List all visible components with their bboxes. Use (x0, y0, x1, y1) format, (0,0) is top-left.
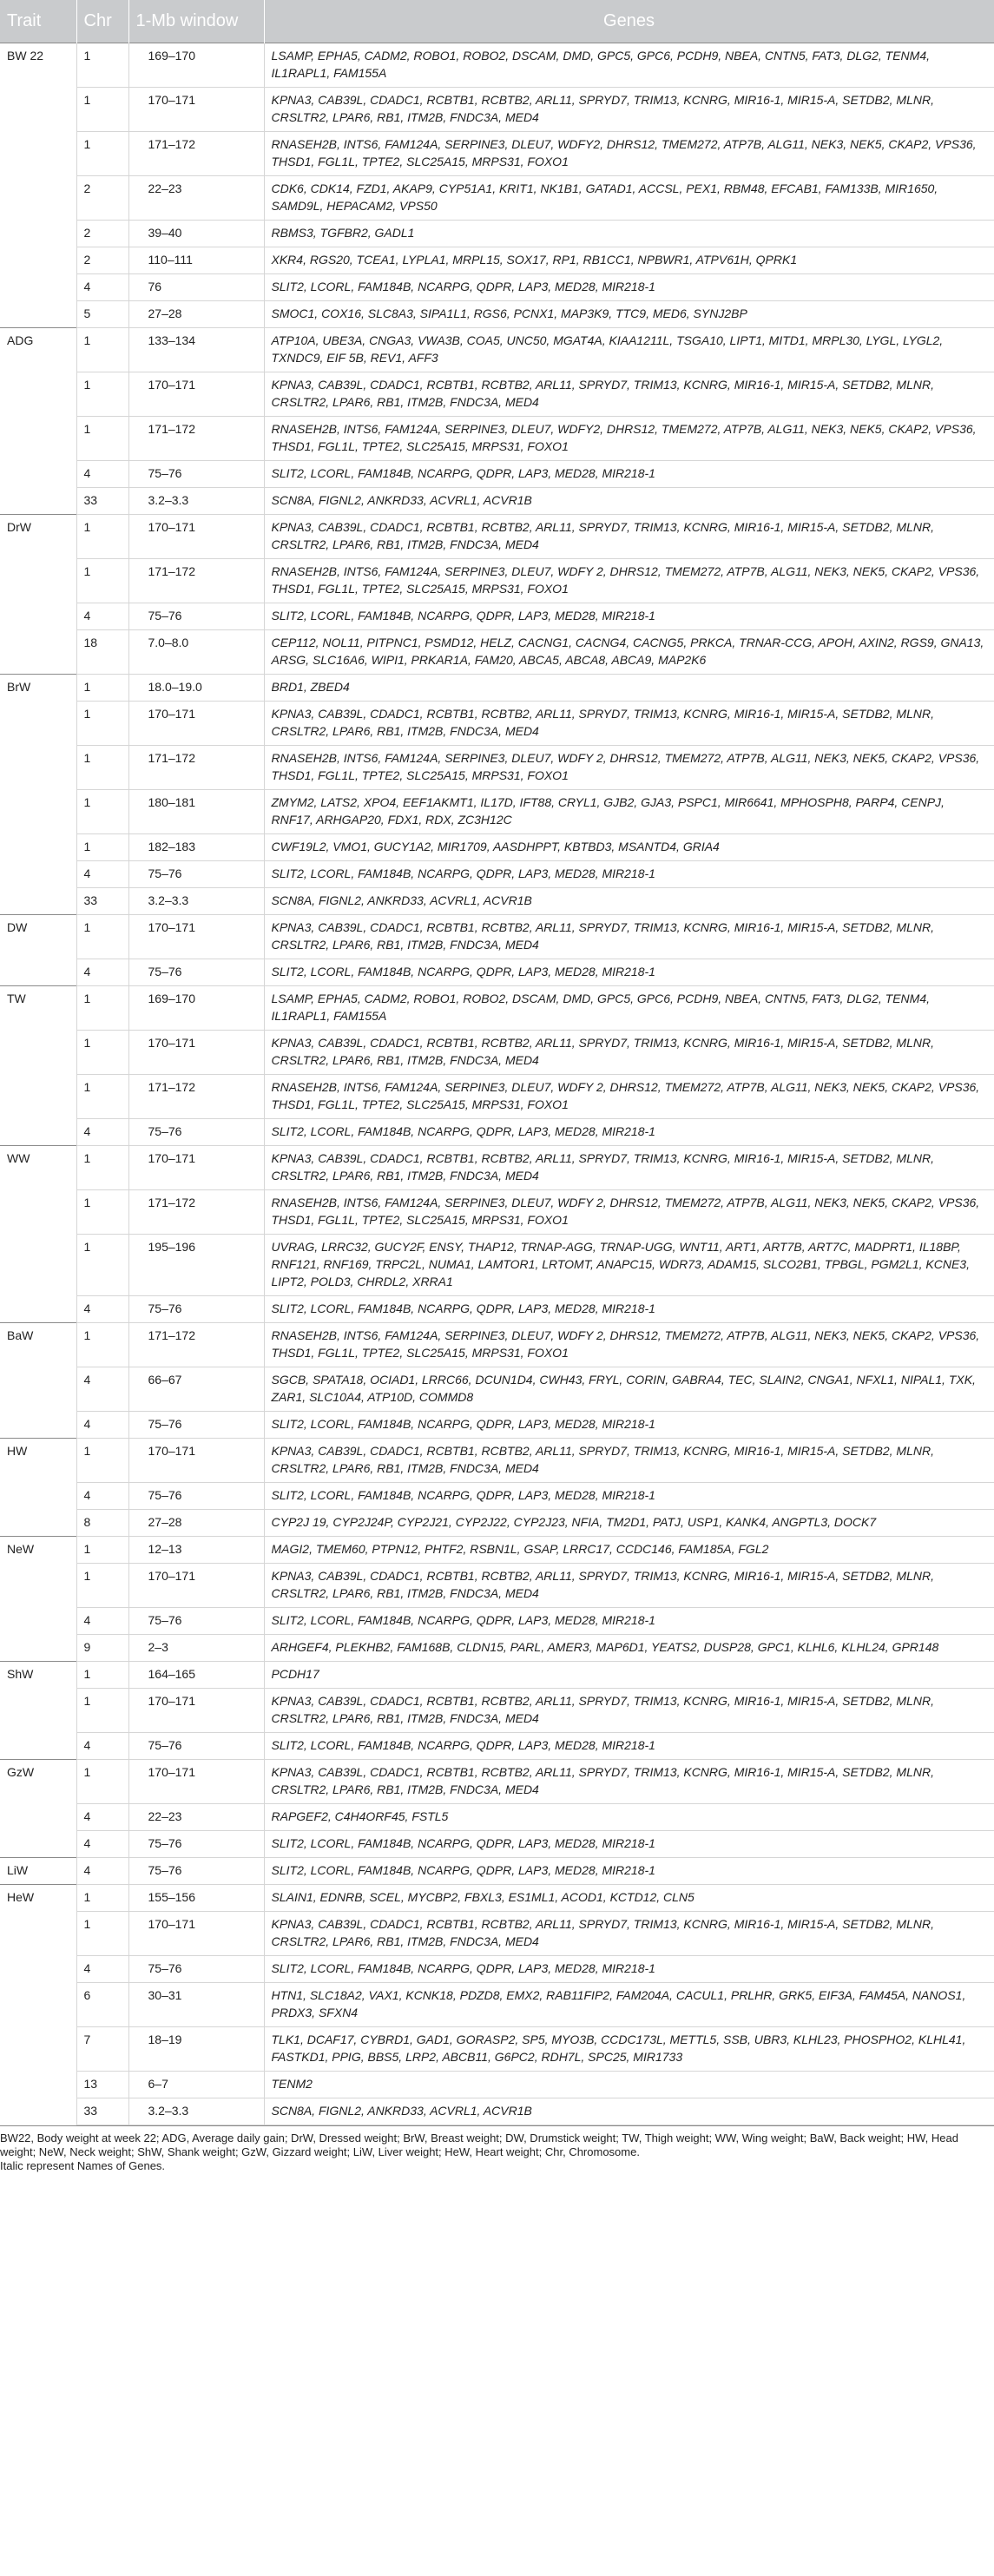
genes-cell: RBMS3, TGFBR2, GADL1 (264, 221, 994, 247)
chr-cell: 4 (76, 274, 128, 301)
table-row (0, 746, 994, 790)
genes-cell: SLIT2, LCORL, FAM184B, NCARPG, QDPR, LAP3, MED28, MIR218-1 (264, 461, 994, 488)
chr-cell: 1 (76, 1031, 128, 1075)
chr-cell: 4 (76, 1483, 128, 1510)
genes-cell: KPNA3, CAB39L, CDADC1, RCBTB1, RCBTB2, ARL11, SPRYD7, TRIM13, KCNRG, MIR16-1, MIR15-A, SETDB2, MLNR, CRSLTR2, LPAR6, RB1, ITM2B, FNDC3A, MED4 (264, 1564, 994, 1608)
chr-cell: 4 (76, 1367, 128, 1412)
genes-cell: TENM2 (264, 2072, 994, 2098)
window-cell: 75–76 (128, 1119, 264, 1146)
window-cell: 3.2–3.3 (128, 888, 264, 915)
genes-cell: KPNA3, CAB39L, CDADC1, RCBTB1, RCBTB2, ARL11, SPRYD7, TRIM13, KCNRG, MIR16-1, MIR15-A, SETDB2, MLNR, CRSLTR2, LPAR6, RB1, ITM2B, FNDC3A, MED4 (264, 515, 994, 559)
chr-cell: 2 (76, 176, 128, 221)
table-row (0, 515, 994, 559)
table-row (0, 1956, 994, 1983)
table-row (0, 1296, 994, 1323)
chr-cell: 1 (76, 43, 128, 88)
window-cell: 75–76 (128, 959, 264, 986)
window-cell: 170–171 (128, 1912, 264, 1956)
trait-cell: WW (0, 1146, 76, 1323)
genes-cell: MAGI2, TMEM60, PTPN12, PHTF2, RSBN1L, GSAP, LRRC17, CCDC146, FAM185A, FGL2 (264, 1537, 994, 1564)
chr-cell: 1 (76, 746, 128, 790)
window-cell: 75–76 (128, 861, 264, 888)
table-row (0, 1031, 994, 1075)
table-row (0, 247, 994, 274)
chr-cell: 1 (76, 702, 128, 746)
chr-cell: 1 (76, 559, 128, 603)
table-row (0, 1733, 994, 1760)
trait-cell: BW 22 (0, 43, 76, 328)
chr-cell: 1 (76, 88, 128, 132)
window-cell: 75–76 (128, 1733, 264, 1760)
trait-cell: DW (0, 915, 76, 986)
window-cell: 75–76 (128, 1956, 264, 1983)
window-cell: 7.0–8.0 (128, 630, 264, 675)
trait-cell: TW (0, 986, 76, 1146)
genes-cell: SLIT2, LCORL, FAM184B, NCARPG, QDPR, LAP3, MED28, MIR218-1 (264, 1858, 994, 1885)
table-row (0, 1983, 994, 2027)
window-cell: 27–28 (128, 301, 264, 328)
table-row (0, 675, 994, 702)
genes-cell: SLIT2, LCORL, FAM184B, NCARPG, QDPR, LAP3, MED28, MIR218-1 (264, 861, 994, 888)
window-cell: 169–170 (128, 43, 264, 88)
table-row (0, 1412, 994, 1439)
genes-cell: SLIT2, LCORL, FAM184B, NCARPG, QDPR, LAP3, MED28, MIR218-1 (264, 274, 994, 301)
trait-cell: ADG (0, 328, 76, 515)
table-row (0, 88, 994, 132)
window-cell: 170–171 (128, 1031, 264, 1075)
chr-cell: 1 (76, 986, 128, 1031)
table-row (0, 1662, 994, 1689)
window-cell: 195–196 (128, 1235, 264, 1296)
chr-cell: 33 (76, 888, 128, 915)
window-cell: 170–171 (128, 515, 264, 559)
window-cell: 12–13 (128, 1537, 264, 1564)
table-row (0, 790, 994, 834)
chr-cell: 5 (76, 301, 128, 328)
table-row (0, 1608, 994, 1635)
trait-cell: BaW (0, 1323, 76, 1439)
genes-cell: KPNA3, CAB39L, CDADC1, RCBTB1, RCBTB2, ARL11, SPRYD7, TRIM13, KCNRG, MIR16-1, MIR15-A, SETDB2, MLNR, CRSLTR2, LPAR6, RB1, ITM2B, FNDC3A, MED4 (264, 372, 994, 417)
chr-cell: 1 (76, 328, 128, 372)
table-row (0, 986, 994, 1031)
chr-cell: 4 (76, 1831, 128, 1858)
table-row (0, 603, 994, 630)
window-cell: 171–172 (128, 1190, 264, 1235)
genes-cell: KPNA3, CAB39L, CDADC1, RCBTB1, RCBTB2, ARL11, SPRYD7, TRIM13, KCNRG, MIR16-1, MIR15-A, SETDB2, MLNR, CRSLTR2, LPAR6, RB1, ITM2B, FNDC3A, MED4 (264, 702, 994, 746)
genes-cell: SCN8A, FIGNL2, ANKRD33, ACVRL1, ACVR1B (264, 488, 994, 515)
chr-cell: 9 (76, 1635, 128, 1662)
chr-cell: 1 (76, 1537, 128, 1564)
trait-cell: HW (0, 1439, 76, 1537)
window-cell: 39–40 (128, 221, 264, 247)
genes-cell: BRD1, ZBED4 (264, 675, 994, 702)
table-row (0, 488, 994, 515)
chr-cell: 1 (76, 915, 128, 959)
window-cell: 170–171 (128, 702, 264, 746)
window-cell: 170–171 (128, 372, 264, 417)
window-cell: 171–172 (128, 1075, 264, 1119)
genes-cell: RNASEH2B, INTS6, FAM124A, SERPINE3, DLEU7, WDFY2, DHRS12, TMEM272, ATP7B, ALG11, NEK3, NEK5, CKAP2, VPS36, THSD1, FGL1L, TPTE2, SLC25A15, MRPS31, FOXO1 (264, 132, 994, 176)
table-row (0, 132, 994, 176)
table-row (0, 1439, 994, 1483)
window-cell: 170–171 (128, 1564, 264, 1608)
window-cell: 75–76 (128, 1608, 264, 1635)
chr-cell: 4 (76, 1412, 128, 1439)
header-chr: Chr (76, 0, 128, 43)
window-cell: 170–171 (128, 915, 264, 959)
footnote-abbreviations: BW22, Body weight at week 22; ADG, Average daily gain; DrW, Dressed weight; BrW, Breast weight; DW, Drumstick weight; TW, Thigh weight; WW, Wing weight; BaW, Back weight; HW, Head weight; NeW, Neck weight; ShW, Shank weight; GzW, Gizzard weight; LiW, Liver weight; HeW, Heart weight; Chr, Chromosome. (0, 2131, 958, 2158)
table-row (0, 702, 994, 746)
window-cell: 170–171 (128, 1146, 264, 1190)
window-cell: 171–172 (128, 132, 264, 176)
window-cell: 22–23 (128, 1804, 264, 1831)
chr-cell: 1 (76, 1323, 128, 1367)
table-row (0, 861, 994, 888)
genes-cell: SLIT2, LCORL, FAM184B, NCARPG, QDPR, LAP3, MED28, MIR218-1 (264, 1733, 994, 1760)
table-row (0, 1912, 994, 1956)
window-cell: 182–183 (128, 834, 264, 861)
genes-cell: RNASEH2B, INTS6, FAM124A, SERPINE3, DLEU7, WDFY 2, DHRS12, TMEM272, ATP7B, ALG11, NEK3, NEK5, CKAP2, VPS36, THSD1, FGL1L, TPTE2, SLC25A15, MRPS31, FOXO1 (264, 559, 994, 603)
chr-cell: 1 (76, 790, 128, 834)
table-row (0, 2098, 994, 2125)
genes-cell: SLIT2, LCORL, FAM184B, NCARPG, QDPR, LAP3, MED28, MIR218-1 (264, 959, 994, 986)
chr-cell: 4 (76, 861, 128, 888)
window-cell: 66–67 (128, 1367, 264, 1412)
window-cell: 75–76 (128, 461, 264, 488)
table-row (0, 1510, 994, 1537)
table-row (0, 1858, 994, 1885)
genes-cell: KPNA3, CAB39L, CDADC1, RCBTB1, RCBTB2, ARL11, SPRYD7, TRIM13, KCNRG, MIR16-1, MIR15-A, SETDB2, MLNR, CRSLTR2, LPAR6, RB1, ITM2B, FNDC3A, MED4 (264, 1912, 994, 1956)
genes-cell: KPNA3, CAB39L, CDADC1, RCBTB1, RCBTB2, ARL11, SPRYD7, TRIM13, KCNRG, MIR16-1, MIR15-A, SETDB2, MLNR, CRSLTR2, LPAR6, RB1, ITM2B, FNDC3A, MED4 (264, 1689, 994, 1733)
genes-cell: SLIT2, LCORL, FAM184B, NCARPG, QDPR, LAP3, MED28, MIR218-1 (264, 1608, 994, 1635)
chr-cell: 6 (76, 1983, 128, 2027)
chr-cell: 13 (76, 2072, 128, 2098)
chr-cell: 1 (76, 1146, 128, 1190)
chr-cell: 1 (76, 1190, 128, 1235)
genes-cell: ZMYM2, LATS2, XPO4, EEF1AKMT1, IL17D, IFT88, CRYL1, GJB2, GJA3, PSPC1, MIR6641, MPHOSPH8, PARP4, CENPJ, RNF17, ARHGAP20, FDX1, RDX, ZC3H12C (264, 790, 994, 834)
window-cell: 30–31 (128, 1983, 264, 2027)
chr-cell: 4 (76, 959, 128, 986)
chr-cell: 1 (76, 1235, 128, 1296)
header-trait: Trait (0, 0, 76, 43)
window-cell: 18–19 (128, 2027, 264, 2072)
chr-cell: 1 (76, 834, 128, 861)
genes-cell: CWF19L2, VMO1, GUCY1A2, MIR1709, AASDHPPT, KBTBD3, MSANTD4, GRIA4 (264, 834, 994, 861)
window-cell: 171–172 (128, 1323, 264, 1367)
chr-cell: 4 (76, 1804, 128, 1831)
table-row (0, 372, 994, 417)
table-row (0, 1537, 994, 1564)
window-cell: 75–76 (128, 1412, 264, 1439)
table-row (0, 959, 994, 986)
genes-cell: PCDH17 (264, 1662, 994, 1689)
chr-cell: 18 (76, 630, 128, 675)
window-cell: 171–172 (128, 559, 264, 603)
trait-cell: LiW (0, 1858, 76, 1885)
window-cell: 2–3 (128, 1635, 264, 1662)
table-row (0, 1367, 994, 1412)
table-row (0, 1689, 994, 1733)
genes-cell: KPNA3, CAB39L, CDADC1, RCBTB1, RCBTB2, ARL11, SPRYD7, TRIM13, KCNRG, MIR16-1, MIR15-A, SETDB2, MLNR, CRSLTR2, LPAR6, RB1, ITM2B, FNDC3A, MED4 (264, 1031, 994, 1075)
chr-cell: 1 (76, 372, 128, 417)
chr-cell: 8 (76, 1510, 128, 1537)
window-cell: 75–76 (128, 1296, 264, 1323)
chr-cell: 1 (76, 1689, 128, 1733)
chr-cell: 4 (76, 461, 128, 488)
genes-cell: RNASEH2B, INTS6, FAM124A, SERPINE3, DLEU7, WDFY 2, DHRS12, TMEM272, ATP7B, ALG11, NEK3, NEK5, CKAP2, VPS36, THSD1, FGL1L, TPTE2, SLC25A15, MRPS31, FOXO1 (264, 1190, 994, 1235)
trait-cell: ShW (0, 1662, 76, 1760)
table-row (0, 1635, 994, 1662)
table-row (0, 1075, 994, 1119)
trait-cell: DrW (0, 515, 76, 675)
window-cell: 6–7 (128, 2072, 264, 2098)
genes-cell: SLIT2, LCORL, FAM184B, NCARPG, QDPR, LAP3, MED28, MIR218-1 (264, 1831, 994, 1858)
genes-cell: SLIT2, LCORL, FAM184B, NCARPG, QDPR, LAP3, MED28, MIR218-1 (264, 603, 994, 630)
table-row (0, 1323, 994, 1367)
window-cell: 155–156 (128, 1885, 264, 1912)
window-cell: 170–171 (128, 88, 264, 132)
window-cell: 170–171 (128, 1439, 264, 1483)
chr-cell: 4 (76, 1608, 128, 1635)
chr-cell: 33 (76, 488, 128, 515)
chr-cell: 1 (76, 1760, 128, 1804)
chr-cell: 4 (76, 1119, 128, 1146)
chr-cell: 1 (76, 1564, 128, 1608)
genes-cell: SGCB, SPATA18, OCIAD1, LRRC66, DCUN1D4, CWH43, FRYL, CORIN, GABRA4, TEC, SLAIN2, CNGA1, NFXL1, NIPAL1, TXK, ZAR1, SLC10A4, ATP10D, COMMD8 (264, 1367, 994, 1412)
chr-cell: 1 (76, 515, 128, 559)
chr-cell: 4 (76, 1956, 128, 1983)
table-footnotes (0, 2125, 994, 2173)
window-cell: 133–134 (128, 328, 264, 372)
chr-cell: 4 (76, 1858, 128, 1885)
genes-cell: SLIT2, LCORL, FAM184B, NCARPG, QDPR, LAP3, MED28, MIR218-1 (264, 1119, 994, 1146)
window-cell: 18.0–19.0 (128, 675, 264, 702)
window-cell: 75–76 (128, 1858, 264, 1885)
table-row (0, 1831, 994, 1858)
genes-cell: ARHGEF4, PLEKHB2, FAM168B, CLDN15, PARL, AMER3, MAP6D1, YEATS2, DUSP28, GPC1, KLHL6, KLHL24, GPR148 (264, 1635, 994, 1662)
trait-cell: NeW (0, 1537, 76, 1662)
chr-cell: 4 (76, 603, 128, 630)
genes-cell: SLIT2, LCORL, FAM184B, NCARPG, QDPR, LAP3, MED28, MIR218-1 (264, 1956, 994, 1983)
genes-cell: KPNA3, CAB39L, CDADC1, RCBTB1, RCBTB2, ARL11, SPRYD7, TRIM13, KCNRG, MIR16-1, MIR15-A, SETDB2, MLNR, CRSLTR2, LPAR6, RB1, ITM2B, FNDC3A, MED4 (264, 1760, 994, 1804)
table-row (0, 461, 994, 488)
window-cell: 171–172 (128, 417, 264, 461)
genes-cell: ATP10A, UBE3A, CNGA3, VWA3B, COA5, UNC50, MGAT4A, KIAA1211L, TSGA10, LIPT1, MITD1, MRPL30, LYGL, LYGL2, TXNDC9, EIF 5B, REV1, AFF3 (264, 328, 994, 372)
genes-cell: SLIT2, LCORL, FAM184B, NCARPG, QDPR, LAP3, MED28, MIR218-1 (264, 1483, 994, 1510)
genes-cell: CDK6, CDK14, FZD1, AKAP9, CYP51A1, KRIT1, NK1B1, GATAD1, ACCSL, PEX1, RBM48, EFCAB1, FAM133B, MIR1650, SAMD9L, HEPACAM2, VPS50 (264, 176, 994, 221)
genes-cell: SMOC1, COX16, SLC8A3, SIPA1L1, RGS6, PCNX1, MAP3K9, TTC9, MED6, SYNJ2BP (264, 301, 994, 328)
table-row (0, 1885, 994, 1912)
chr-cell: 1 (76, 1439, 128, 1483)
window-cell: 164–165 (128, 1662, 264, 1689)
genes-cell: SLIT2, LCORL, FAM184B, NCARPG, QDPR, LAP3, MED28, MIR218-1 (264, 1296, 994, 1323)
table-row (0, 328, 994, 372)
window-cell: 3.2–3.3 (128, 488, 264, 515)
table-row (0, 176, 994, 221)
window-cell: 170–171 (128, 1760, 264, 1804)
genes-cell: LSAMP, EPHA5, CADM2, ROBO1, ROBO2, DSCAM, DMD, GPC5, GPC6, PCDH9, NBEA, CNTN5, FAT3, DLG2, TENM4, IL1RAPL1, FAM155A (264, 986, 994, 1031)
table-row (0, 888, 994, 915)
table-row (0, 630, 994, 675)
table-row (0, 221, 994, 247)
table-row (0, 1760, 994, 1804)
table-row (0, 1190, 994, 1235)
genes-cell: RNASEH2B, INTS6, FAM124A, SERPINE3, DLEU7, WDFY 2, DHRS12, TMEM272, ATP7B, ALG11, NEK3, NEK5, CKAP2, VPS36, THSD1, FGL1L, TPTE2, SLC25A15, MRPS31, FOXO1 (264, 1323, 994, 1367)
table-row (0, 274, 994, 301)
chr-cell: 4 (76, 1296, 128, 1323)
window-cell: 75–76 (128, 603, 264, 630)
trait-cell: GzW (0, 1760, 76, 1858)
table-row (0, 1146, 994, 1190)
window-cell: 3.2–3.3 (128, 2098, 264, 2125)
genes-cell: RNASEH2B, INTS6, FAM124A, SERPINE3, DLEU7, WDFY2, DHRS12, TMEM272, ATP7B, ALG11, NEK3, NEK5, CKAP2, VPS36, THSD1, FGL1L, TPTE2, SLC25A15, MRPS31, FOXO1 (264, 417, 994, 461)
genes-cell: KPNA3, CAB39L, CDADC1, RCBTB1, RCBTB2, ARL11, SPRYD7, TRIM13, KCNRG, MIR16-1, MIR15-A, SETDB2, MLNR, CRSLTR2, LPAR6, RB1, ITM2B, FNDC3A, MED4 (264, 915, 994, 959)
chr-cell: 2 (76, 221, 128, 247)
table-row (0, 2027, 994, 2072)
header-genes: Genes (264, 0, 994, 43)
footnote-italic-note: Italic represent Names of Genes. (0, 2159, 166, 2172)
genes-cell: XKR4, RGS20, TCEA1, LYPLA1, MRPL15, SOX17, RP1, RB1CC1, NPBWR1, ATPV61H, QPRK1 (264, 247, 994, 274)
window-cell: 110–111 (128, 247, 264, 274)
chr-cell: 1 (76, 417, 128, 461)
chr-cell: 1 (76, 1885, 128, 1912)
window-cell: 169–170 (128, 986, 264, 1031)
window-cell: 27–28 (128, 1510, 264, 1537)
table-row (0, 1564, 994, 1608)
chr-cell: 7 (76, 2027, 128, 2072)
chr-cell: 33 (76, 2098, 128, 2125)
table-row (0, 1235, 994, 1296)
trait-cell: BrW (0, 675, 76, 915)
window-cell: 22–23 (128, 176, 264, 221)
genes-cell: KPNA3, CAB39L, CDADC1, RCBTB1, RCBTB2, ARL11, SPRYD7, TRIM13, KCNRG, MIR16-1, MIR15-A, SETDB2, MLNR, CRSLTR2, LPAR6, RB1, ITM2B, FNDC3A, MED4 (264, 88, 994, 132)
genes-cell: HTN1, SLC18A2, VAX1, KCNK18, PDZD8, EMX2, RAB11FIP2, FAM204A, CACUL1, PRLHR, GRK5, EIF3A, FAM45A, NANOS1, PRDX3, SFXN4 (264, 1983, 994, 2027)
table-row (0, 559, 994, 603)
window-cell: 171–172 (128, 746, 264, 790)
table-row (0, 834, 994, 861)
genes-cell: RAPGEF2, C4H4ORF45, FSTL5 (264, 1804, 994, 1831)
table-row (0, 915, 994, 959)
window-cell: 180–181 (128, 790, 264, 834)
genes-cell: RNASEH2B, INTS6, FAM124A, SERPINE3, DLEU7, WDFY 2, DHRS12, TMEM272, ATP7B, ALG11, NEK3, NEK5, CKAP2, VPS36, THSD1, FGL1L, TPTE2, SLC25A15, MRPS31, FOXO1 (264, 746, 994, 790)
table-row (0, 301, 994, 328)
genes-cell: KPNA3, CAB39L, CDADC1, RCBTB1, RCBTB2, ARL11, SPRYD7, TRIM13, KCNRG, MIR16-1, MIR15-A, SETDB2, MLNR, CRSLTR2, LPAR6, RB1, ITM2B, FNDC3A, MED4 (264, 1439, 994, 1483)
chr-cell: 1 (76, 675, 128, 702)
genes-cell: SLAIN1, EDNRB, SCEL, MYCBP2, FBXL3, ES1ML1, ACOD1, KCTD12, CLN5 (264, 1885, 994, 1912)
table-row (0, 43, 994, 88)
genes-cell: CYP2J 19, CYP2J24P, CYP2J21, CYP2J22, CYP2J23, NFIA, TM2D1, PATJ, USP1, KANK4, ANGPTL3, DOCK7 (264, 1510, 994, 1537)
chr-cell: 1 (76, 132, 128, 176)
genes-cell: TLK1, DCAF17, CYBRD1, GAD1, GORASP2, SP5, MYO3B, CCDC173L, METTL5, SSB, UBR3, KLHL23, PHOSPHO2, KLHL41, FASTKD1, PPIG, BBS5, LRP2, ABCB11, G6PC2, RDH7L, SPC25, MIR1733 (264, 2027, 994, 2072)
header-window: 1-Mb window (128, 0, 264, 43)
table-row (0, 1483, 994, 1510)
chr-cell: 4 (76, 1733, 128, 1760)
genes-cell: LSAMP, EPHA5, CADM2, ROBO1, ROBO2, DSCAM, DMD, GPC5, GPC6, PCDH9, NBEA, CNTN5, FAT3, DLG2, TENM4, IL1RAPL1, FAM155A (264, 43, 994, 88)
chr-cell: 1 (76, 1912, 128, 1956)
genes-cell: SLIT2, LCORL, FAM184B, NCARPG, QDPR, LAP3, MED28, MIR218-1 (264, 1412, 994, 1439)
chr-cell: 1 (76, 1075, 128, 1119)
window-cell: 170–171 (128, 1689, 264, 1733)
chr-cell: 1 (76, 1662, 128, 1689)
window-cell: 75–76 (128, 1831, 264, 1858)
trait-cell: HeW (0, 1885, 76, 2125)
table-body (0, 43, 994, 2125)
table-header (0, 0, 994, 43)
genes-cell: SCN8A, FIGNL2, ANKRD33, ACVRL1, ACVR1B (264, 888, 994, 915)
chr-cell: 2 (76, 247, 128, 274)
table-row (0, 1119, 994, 1146)
window-cell: 75–76 (128, 1483, 264, 1510)
genes-cell: UVRAG, LRRC32, GUCY2F, ENSY, THAP12, TRNAP-AGG, TRNAP-UGG, WNT11, ART1, ART7B, ART7C, MADPRT1, IL18BP, RNF121, RNF169, TRPC2L, NUMA1, LAMTOR1, LRTOMT, ANAPC15, WDR73, ADAM15, SLCO2B1, TPBGL, PGM2L1, KCNE3, LIPT2, POLD3, CHRDL2, XRRA1 (264, 1235, 994, 1296)
table-row (0, 2072, 994, 2098)
genes-cell: KPNA3, CAB39L, CDADC1, RCBTB1, RCBTB2, ARL11, SPRYD7, TRIM13, KCNRG, MIR16-1, MIR15-A, SETDB2, MLNR, CRSLTR2, LPAR6, RB1, ITM2B, FNDC3A, MED4 (264, 1146, 994, 1190)
genes-cell: RNASEH2B, INTS6, FAM124A, SERPINE3, DLEU7, WDFY 2, DHRS12, TMEM272, ATP7B, ALG11, NEK3, NEK5, CKAP2, VPS36, THSD1, FGL1L, TPTE2, SLC25A15, MRPS31, FOXO1 (264, 1075, 994, 1119)
genes-cell: CEP112, NOL11, PITPNC1, PSMD12, HELZ, CACNG1, CACNG4, CACNG5, PRKCA, TRNAR-CCG, APOH, AXIN2, RGS9, GNA13, ARSG, SLC16A6, WIPI1, PRKAR1A, FAM20, ABCA5, ABCA8, ABCA9, MAP2K6 (264, 630, 994, 675)
table-row (0, 1804, 994, 1831)
table-row (0, 417, 994, 461)
window-cell: 76 (128, 274, 264, 301)
genes-cell: SCN8A, FIGNL2, ANKRD33, ACVRL1, ACVR1B (264, 2098, 994, 2125)
